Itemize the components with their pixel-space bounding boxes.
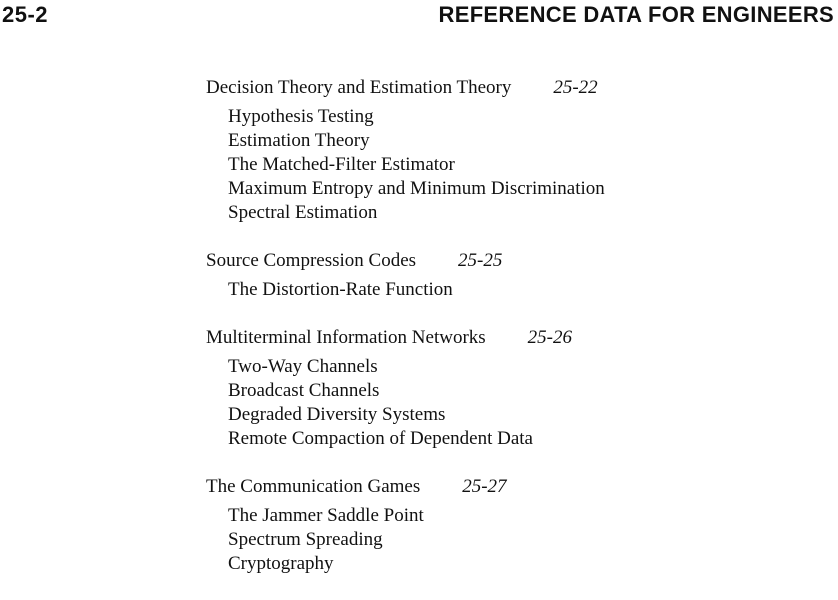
subsection-item: Estimation Theory xyxy=(228,130,370,151)
section-heading xyxy=(206,326,605,350)
subsection-item: Maximum Entropy and Minimum Discrimination xyxy=(228,178,605,199)
subsection-item: Broadcast Channels xyxy=(228,380,380,401)
subsection-list xyxy=(206,355,605,451)
subsection-item: Two-Way Channels xyxy=(228,356,378,377)
section-page-number: 25-25 xyxy=(458,250,503,271)
section-page-number: 25-26 xyxy=(527,327,572,348)
subsection-item: The Distortion-Rate Function xyxy=(228,279,453,300)
running-head xyxy=(0,0,838,34)
section-heading xyxy=(206,249,605,273)
subsection-item: The Matched-Filter Estimator xyxy=(228,154,455,175)
subsection-list xyxy=(206,504,605,576)
page-number: 25-2 xyxy=(2,2,49,27)
book-title: REFERENCE DATA FOR ENGINEERS xyxy=(438,2,834,27)
subsection-item: Cryptography xyxy=(228,553,334,574)
section-page-number: 25-22 xyxy=(553,77,598,98)
section-title: Multiterminal Information Networks xyxy=(206,327,486,348)
subsection-list xyxy=(206,278,605,302)
section-title: Source Compression Codes xyxy=(206,250,417,271)
subsection-item: The Jammer Saddle Point xyxy=(228,505,424,526)
subsection-item: Spectral Estimation xyxy=(228,202,378,223)
subsection-item: Hypothesis Testing xyxy=(228,106,374,127)
section-title: The Communication Games xyxy=(206,476,421,497)
subsection-item: Remote Compaction of Dependent Data xyxy=(228,428,533,449)
toc-section-decision-theory xyxy=(206,76,605,225)
section-page-number: 25-27 xyxy=(462,476,507,497)
toc-section-source-compression xyxy=(206,249,605,302)
section-heading xyxy=(206,475,605,499)
table-of-contents xyxy=(206,76,605,600)
subsection-item: Degraded Diversity Systems xyxy=(228,404,446,425)
section-heading xyxy=(206,76,605,100)
toc-section-multiterminal xyxy=(206,326,605,451)
toc-section-communication-games xyxy=(206,475,605,576)
subsection-item: Spectrum Spreading xyxy=(228,529,383,550)
subsection-list xyxy=(206,105,605,225)
section-title: Decision Theory and Estimation Theory xyxy=(206,77,512,98)
